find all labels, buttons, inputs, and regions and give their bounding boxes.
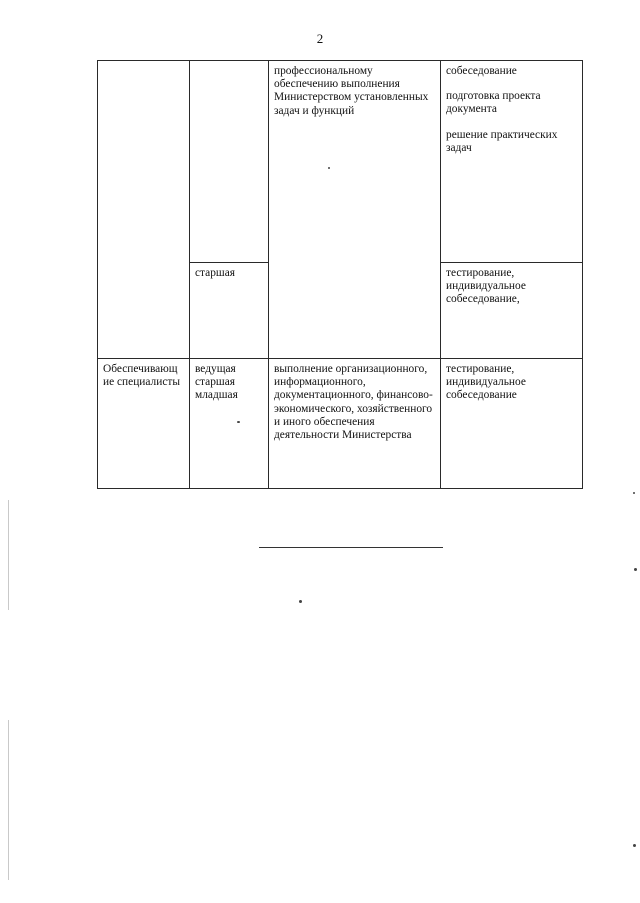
method-practical-tasks: решение практических задач <box>446 128 558 154</box>
table-cell-duties-support <box>268 358 441 489</box>
scan-edge <box>8 500 9 610</box>
method-document-draft: подготовка проекта документа <box>446 90 541 116</box>
table-cell-category-empty <box>189 60 269 263</box>
scan-speck <box>237 421 240 423</box>
end-of-document-line <box>259 547 443 548</box>
duties-professional-text: профессиональному обеспечению выполнения Министерством установленных задач и функций <box>274 65 429 117</box>
method-interview: собеседование <box>446 65 517 77</box>
group-support-specialists-text: Обеспечивающ ие специалисты <box>103 363 181 389</box>
methods-row2-text: тестирование, индивидуальное собеседование, <box>446 267 526 306</box>
methods-row3-text: тестирование, индивидуальное собеседование <box>446 363 526 402</box>
table-cell-group-support-specialists <box>97 358 190 489</box>
scan-speck <box>633 492 635 494</box>
category-leading: ведущая <box>195 363 236 375</box>
category-senior-text: старшая <box>195 267 235 279</box>
scan-speck <box>328 167 330 169</box>
duties-support-text: выполнение организационного, информационного, документационного, финансово-экономического, хозяйственного и иного обеспечения деятельности Министерства <box>274 363 433 442</box>
table-cell-methods-row1 <box>440 60 583 263</box>
table-cell-duties-professional <box>268 60 441 359</box>
page-number: 2 <box>316 31 324 46</box>
table-cell-group-empty <box>97 60 190 359</box>
category-senior: старшая <box>195 376 235 389</box>
scan-speck <box>299 600 302 603</box>
scan-edge <box>8 720 9 880</box>
category-junior: младшая <box>195 389 238 402</box>
table-cell-methods-row2 <box>440 262 583 359</box>
table-cell-categories-row3 <box>189 358 269 489</box>
table-cell-category-senior <box>189 262 269 359</box>
table-cell-methods-row3 <box>440 358 583 489</box>
scan-speck <box>634 568 637 571</box>
qualification-table <box>97 60 583 489</box>
scan-speck <box>633 844 636 847</box>
